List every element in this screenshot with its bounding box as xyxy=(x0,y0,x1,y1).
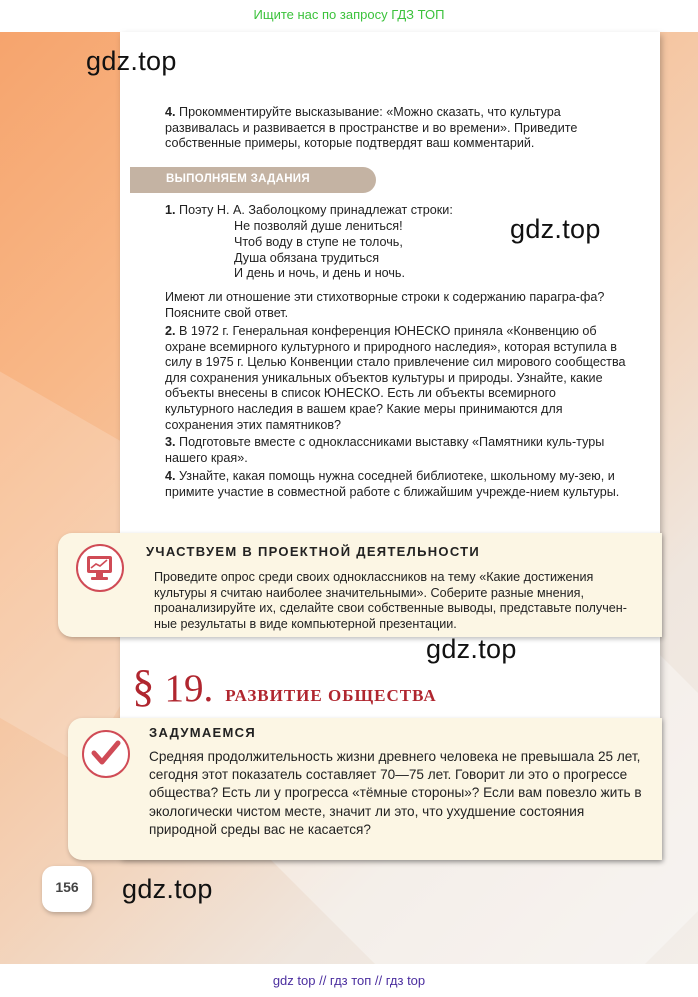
watermark: gdz.top xyxy=(426,634,517,664)
page-number: 156 xyxy=(42,866,92,912)
poem-line: Чтоб воду в ступе не толочь, xyxy=(234,234,403,249)
task-text: В 1972 г. Генеральная конференция ЮНЕСКО приняла «Конвенцию об охране всемирного культурного и природного наследия», которая вступила в силу в 1975 г. Целью Конвенции стало привлечение сил мирового сообщества для сохранения уникальных объектов культуры и природы. Узнайте, какие объекты внесены в список ЮНЕСКО. Есть ли объекты всемирного культурного наследия в вашем крае? Какие меры принимаются для сохранения этих памятников? xyxy=(165,324,626,432)
poem-line: Не позволяй душе лениться! xyxy=(234,219,403,233)
think-title: ЗАДУМАЕМСЯ xyxy=(149,725,256,740)
task-number: 4. xyxy=(165,469,176,483)
question-text: Прокомментируйте высказывание: «Можно сказать, что культура развивалась и развивается в пространстве и во времени». Приведите собственные примеры, которые подтвердят ваш комментарий. xyxy=(165,105,578,151)
watermark: gdz.top xyxy=(510,214,601,244)
task-text: Узнайте, какая помощь нужна соседней библиотеке, школьному му-зею, и примите участие в совместной работе с ближайшим учрежде-нием культуры. xyxy=(165,469,620,499)
task-number: 2. xyxy=(165,324,176,338)
section-tab-tasks: ВЫПОЛНЯЕМ ЗАДАНИЯ xyxy=(130,167,376,193)
task-text: Подготовьте вместе с одноклассниками выставку «Памятники куль-туры нашего края». xyxy=(165,435,605,465)
think-text: Средняя продолжительность жизни древнего человека не превышала 25 лет, сегодня этот показатель составляет 70—75 лет. Говорит ли это о прогрессе общества? Есть ли у прогресса «тёмные стороны»? Если вам повезло жить в экологически чистом месте, значит ли это, что ухудшение состояния природной среды вас не касается? xyxy=(149,749,642,837)
task-number: 3. xyxy=(165,435,176,449)
task-3 xyxy=(165,435,627,466)
project-title: УЧАСТВУЕМ В ПРОЕКТНОЙ ДЕЯТЕЛЬНОСТИ xyxy=(146,544,481,559)
paragraph-title: РАЗВИТИЕ ОБЩЕСТВА xyxy=(225,686,437,705)
computer-icon xyxy=(76,544,124,592)
task-2 xyxy=(165,324,627,433)
project-text: Проведите опрос среди своих одноклассников на тему «Какие достижения культуры я считаю наиболее значительными». Соберите разные мнения, проанализируйте их, сделайте свои собственные выводы, представьте получен-ные результаты в виде компьютерной презентации. xyxy=(154,570,627,631)
task-1 xyxy=(165,203,565,219)
question-number: 4. xyxy=(165,105,176,119)
task-text: Поэту Н. А. Заболоцкому принадлежат строки: xyxy=(175,203,453,217)
task-number: 1. xyxy=(165,203,176,217)
poem xyxy=(234,219,405,282)
question-4 xyxy=(165,105,627,152)
poem-line: И день и ночь, и день и ночь. xyxy=(234,266,405,281)
watermark: gdz.top xyxy=(122,874,213,904)
checkmark-icon xyxy=(82,730,130,778)
top-banner: Ищите нас по запросу ГДЗ ТОП xyxy=(0,0,698,32)
poem-line: Душа обязана трудиться xyxy=(234,250,380,265)
task-1-question: Имеют ли отношение эти стихотворные строки к содержанию парагра-фа? Поясните свой ответ. xyxy=(165,290,605,320)
paragraph-number: 19. xyxy=(164,667,214,710)
paragraph-heading xyxy=(132,660,437,711)
bottom-bar: gdz top // гдз топ // гдз top xyxy=(0,964,698,997)
watermark: gdz.top xyxy=(86,46,177,76)
task-4 xyxy=(165,469,627,500)
paragraph-sign: § xyxy=(132,661,155,711)
